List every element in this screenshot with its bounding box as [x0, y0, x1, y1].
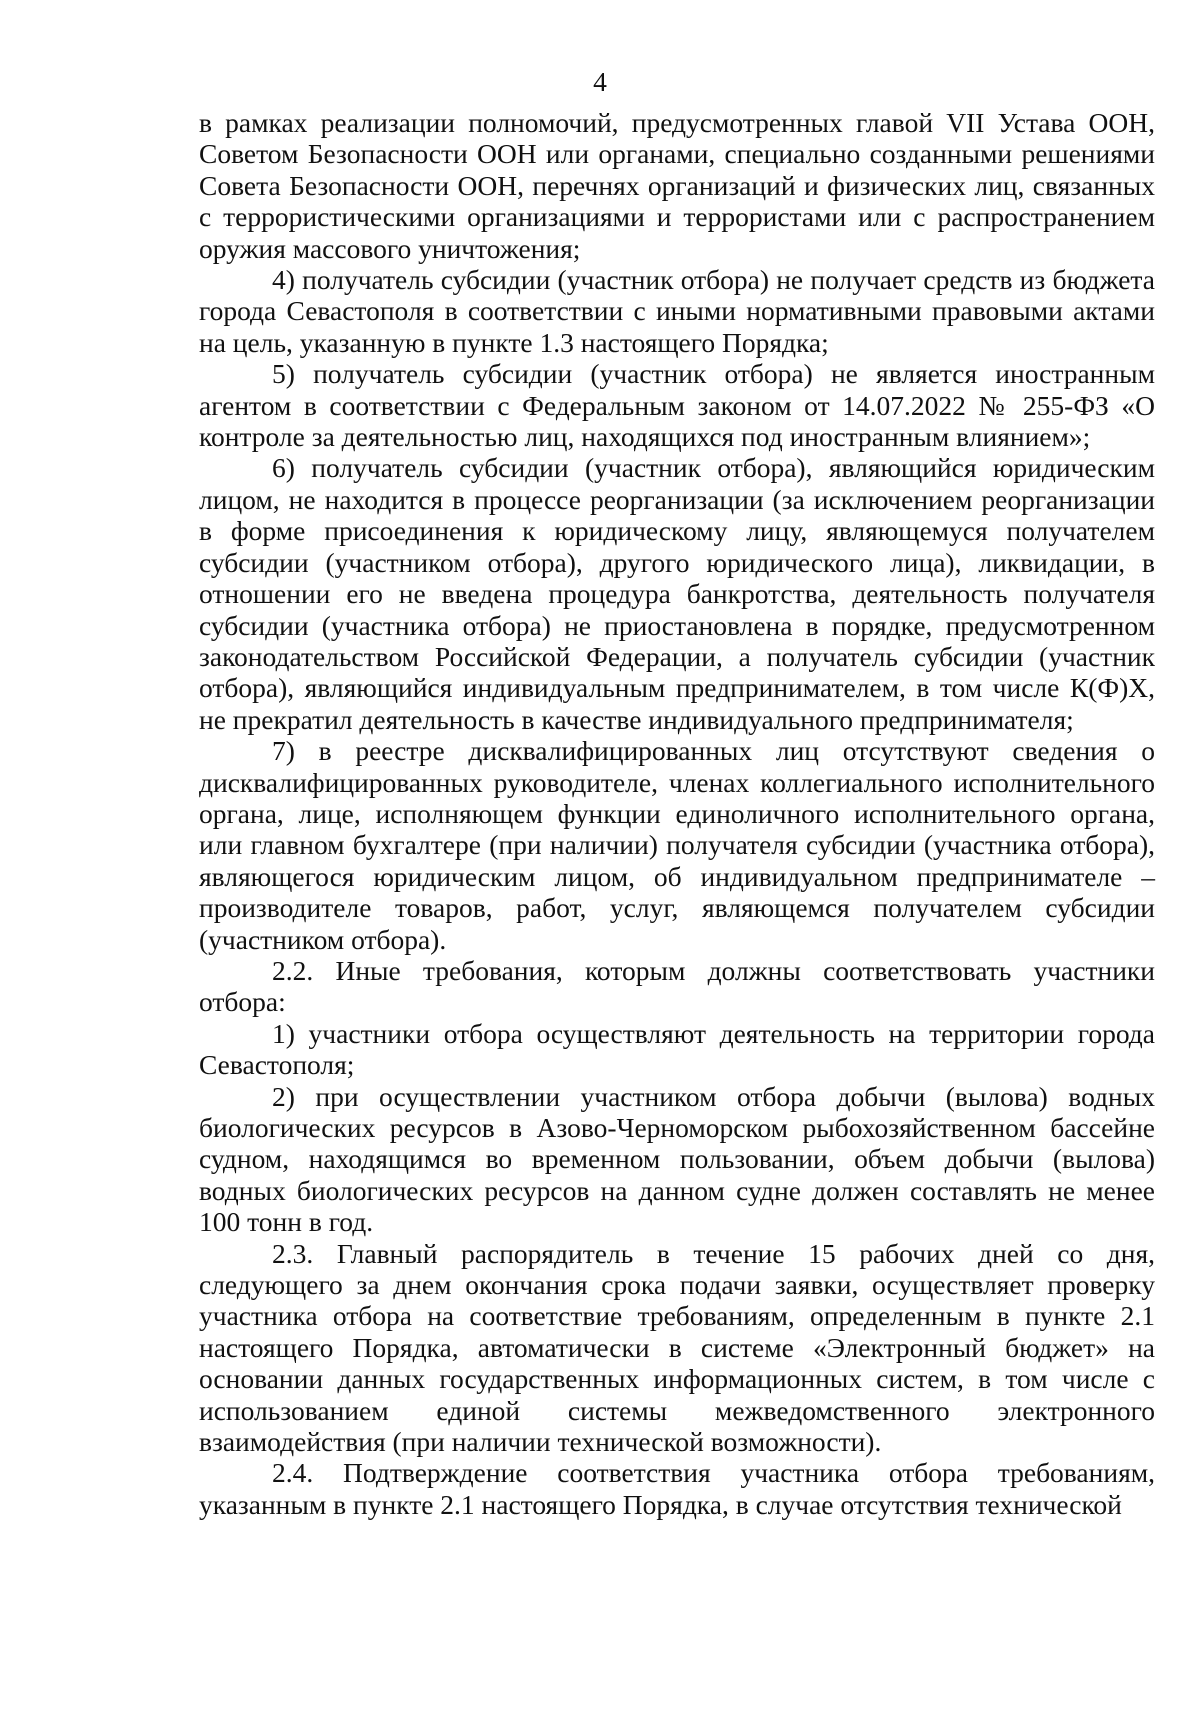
paragraph-sanctions-lists: в рамках реализации полномочий, предусмотренных главой VII Устава ООН, Советом Безопасности ООН или органами, специально созданными решениями Совета Безопасности ООН, перечнях организаций и физических лиц, связанных с террористическими организациями и террористами или с распространением оружия массового уничтожения; [199, 107, 1155, 264]
paragraph-item-7: 7) в реестре дисквалифицированных лиц отсутствуют сведения о дисквалифицированных руководителе, членах коллегиального исполнительного органа, лице, исполняющем функции единоличного исполнительного органа, или главном бухгалтере (при наличии) получателя субсидии (участника отбора), являющегося юридическим лицом, об индивидуальном предпринимателе – производителе товаров, работ, услуг, являющемся получателем субсидии (участником отбора). [199, 735, 1155, 955]
paragraph-section-2-3: 2.3. Главный распорядитель в течение 15 рабочих дней со дня, следующего за днем окончания срока подачи заявки, осуществляет проверку участника отбора на соответствие требованиям, определенным в пункте 2.1 настоящего Порядка, автоматически в системе «Электронный бюджет» на основании данных государственных информационных систем, в том числе с использованием единой системы межведомственного электронного взаимодействия (при наличии технической возможности). [199, 1237, 1155, 1458]
page-number: 4 [593, 66, 607, 97]
document-body [199, 107, 1155, 1520]
paragraph-item-6: 6) получатель субсидии (участник отбора), являющийся юридическим лицом, не находится в процессе реорганизации (за исключением реорганизации в форме присоединения к юридическому лицу, являющемуся получателем субсидии (участником отбора), другого юридического лица), ликвидации, в отношении его не введена процедура банкротства, деятельность получателя субсидии (участника отбора) не приостановлена в порядке, предусмотренном законодательством Российской Федерации, а получатель субсидии (участник отбора), являющийся индивидуальным предпринимателем, в том числе К(Ф)Х, не прекратил деятельность в качестве индивидуального предпринимателя; [199, 452, 1155, 735]
paragraph-section-2-2: 2.2. Иные требования, которым должны соответствовать участники отбора: [199, 954, 1155, 1018]
paragraph-2-2-item-1: 1) участники отбора осуществляют деятельность на территории города Севастополя; [199, 1017, 1155, 1081]
paragraph-item-4: 4) получатель субсидии (участник отбора) не получает средств из бюджета города Севастополя в соответствии с иными нормативными правовыми актами на цель, указанную в пункте 1.3 настоящего Порядка; [199, 264, 1155, 358]
paragraph-section-2-4: 2.4. Подтверждение соответствия участника отбора требованиям, указанным в пункте 2.1 настоящего Порядка, в случае отсутствия технической [199, 1457, 1155, 1520]
paragraph-item-5: 5) получатель субсидии (участник отбора) не является иностранным агентом в соответствии с Федеральным законом от 14.07.2022 № 255-ФЗ «О контроле за деятельностью лиц, находящихся под иностранным влиянием»; [199, 358, 1155, 453]
paragraph-2-2-item-2: 2) при осуществлении участником отбора добычи (вылова) водных биологических ресурсов в Азово-Черноморском рыбохозяйственном бассейне судном, находящимся во временном пользовании, объем добычи (вылова) водных биологических ресурсов на данном судне должен составлять не менее 100 тонн в год. [199, 1080, 1155, 1238]
